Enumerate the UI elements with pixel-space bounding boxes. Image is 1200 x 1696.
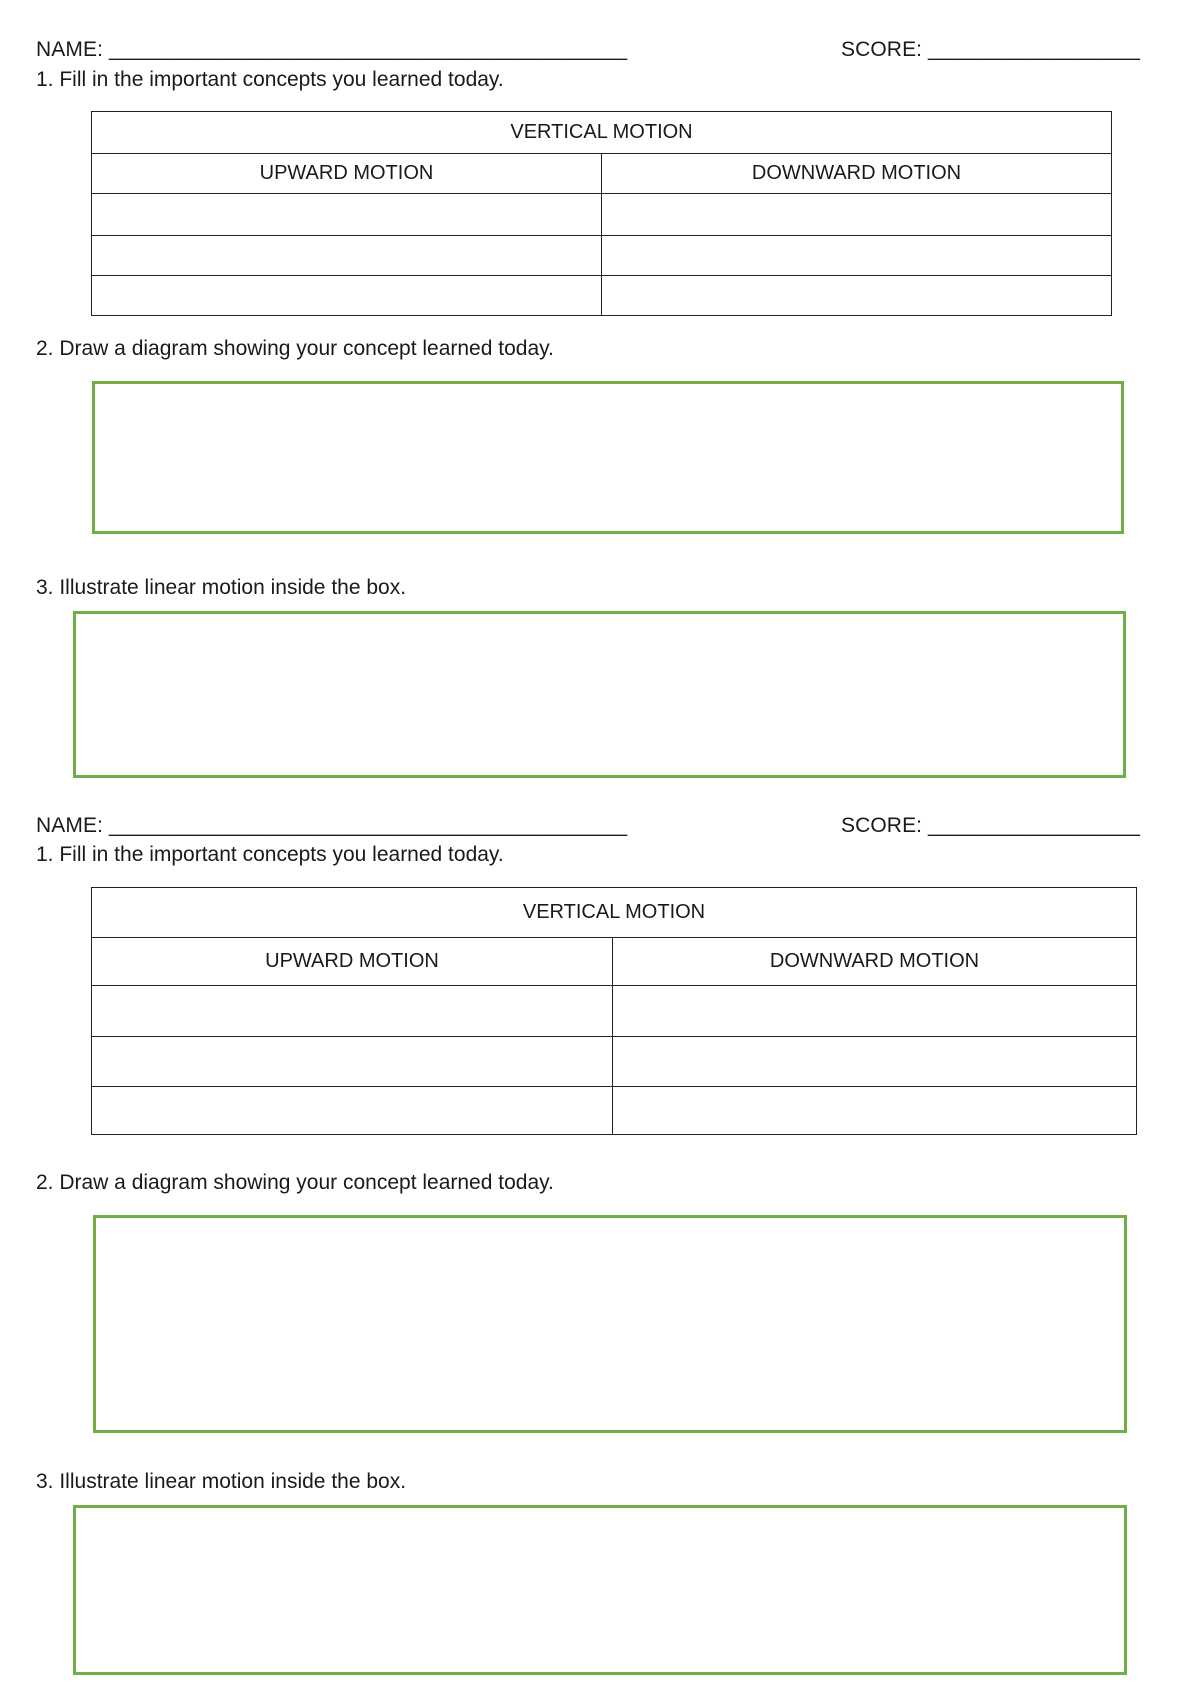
score-field-label[interactable]: SCORE: __________________ xyxy=(841,814,1141,837)
question-2: 2. Draw a diagram showing your concept learned today. xyxy=(36,337,554,360)
question-3: 3. Illustrate linear motion inside the box. xyxy=(36,576,407,599)
table-cell[interactable] xyxy=(92,986,613,1037)
table-cell[interactable] xyxy=(613,986,1137,1037)
question-2: 2. Draw a diagram showing your concept learned today. xyxy=(36,1171,554,1194)
name-field-label[interactable]: NAME: ____________________________________________ xyxy=(36,38,628,61)
table-cell[interactable] xyxy=(602,194,1112,236)
table-cell[interactable] xyxy=(613,1037,1137,1087)
name-field-label[interactable]: NAME: ____________________________________________ xyxy=(36,814,628,837)
table-cell[interactable] xyxy=(92,194,602,236)
vertical-motion-table xyxy=(91,111,1112,316)
question-1: 1. Fill in the important concepts you learned today. xyxy=(36,68,504,91)
table-cell[interactable] xyxy=(92,276,602,316)
table-cell[interactable] xyxy=(92,1087,613,1135)
table-cell[interactable] xyxy=(602,276,1112,316)
question-3: 3. Illustrate linear motion inside the box. xyxy=(36,1470,407,1493)
table-title: VERTICAL MOTION xyxy=(92,112,1112,154)
question-1: 1. Fill in the important concepts you learned today. xyxy=(36,843,504,866)
diagram-drawing-box[interactable] xyxy=(92,381,1124,534)
linear-motion-box[interactable] xyxy=(73,611,1126,778)
vertical-motion-table xyxy=(91,887,1137,1135)
linear-motion-box[interactable] xyxy=(73,1505,1127,1675)
column-header-downward: DOWNWARD MOTION xyxy=(602,154,1112,194)
column-header-upward: UPWARD MOTION xyxy=(92,938,613,986)
table-cell[interactable] xyxy=(92,236,602,276)
diagram-drawing-box[interactable] xyxy=(93,1215,1127,1433)
column-header-downward: DOWNWARD MOTION xyxy=(613,938,1137,986)
table-cell[interactable] xyxy=(602,236,1112,276)
column-header-upward: UPWARD MOTION xyxy=(92,154,602,194)
score-field-label[interactable]: SCORE: __________________ xyxy=(841,38,1141,61)
table-cell[interactable] xyxy=(92,1037,613,1087)
table-title: VERTICAL MOTION xyxy=(92,888,1137,938)
table-cell[interactable] xyxy=(613,1087,1137,1135)
